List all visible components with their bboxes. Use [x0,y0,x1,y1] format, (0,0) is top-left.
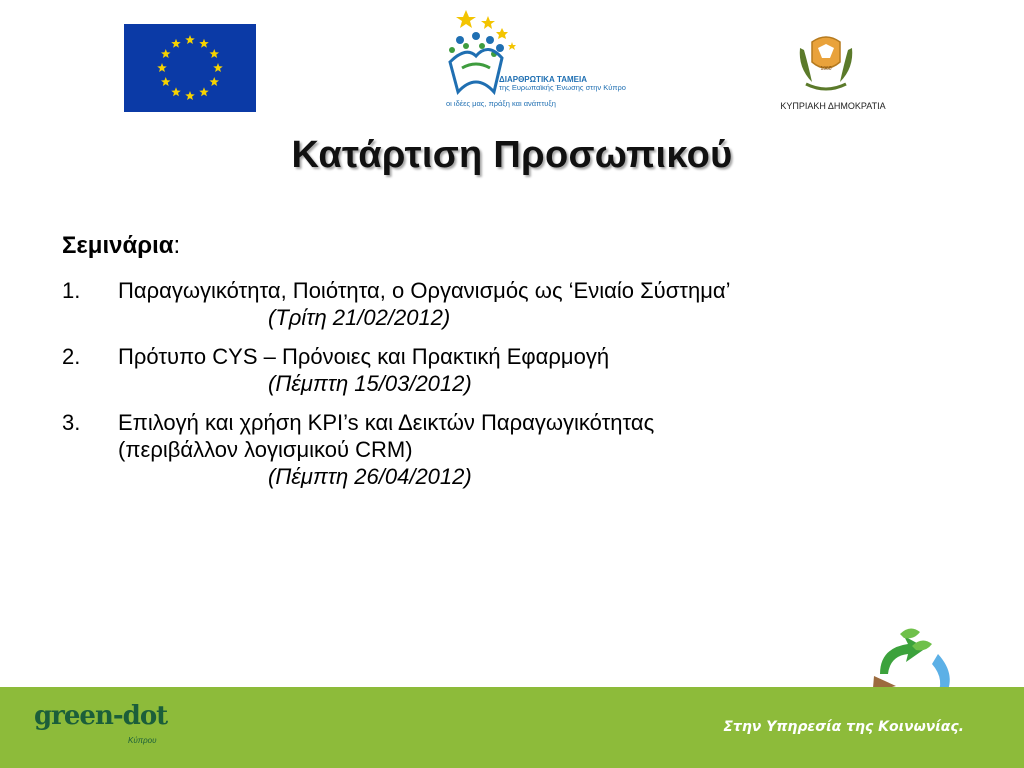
list-item-date: (Τρίτη 21/02/2012) [268,305,451,330]
list-item-text: Επιλογή και χρήση KPI’s και Δεικτών Παραγωγικότητας [118,410,655,435]
list-item-text: Παραγωγικότητα, Ποιότητα, ο Οργανισμός ως ‘Ενιαίο Σύστημα’ [118,278,731,303]
header-logos [0,0,1024,125]
green-dot-logo-left: green- [34,701,123,731]
structural-funds-tagline: οι ιδέες μας, πράξη και ανάπτυξη [446,99,556,108]
cyprus-emblem-year: 1960 [820,66,832,72]
list-item-number: 2. [62,344,81,369]
list-item-number: 1. [62,278,81,303]
footer-bar [0,687,1024,768]
eu-flag-icon [124,24,256,112]
slide-content [62,232,962,502]
footer-slogan: Στην Υπηρεσία της Κοινωνίας. [723,719,964,735]
list-item [62,343,962,397]
structural-funds-subtitle: της Ευρωπαϊκής Ένωσης στην Κύπρο [499,83,626,92]
structural-funds-caption [499,76,626,92]
structural-funds-title: ΔΙΑΡΘΡΩΤΙΚΑ ΤΑΜΕΙΑ [499,75,588,84]
list-item [62,277,962,331]
list-item-text-continued: (περιβάλλον λογισμικού CRM) [118,437,413,462]
list-item-text: Πρότυπο CYS – Πρόνοιες και Πρακτική Εφαρμογή [118,344,610,369]
slide-title: Κατάρτιση Προσωπικού [291,134,733,176]
list-item [62,409,962,490]
section-heading-colon: : [173,232,181,259]
section-heading-text: Σεμινάρια [62,232,174,259]
green-dot-logo [34,701,168,745]
green-dot-logo-right: dot [122,701,168,731]
list-item-date: (Πέμπτη 26/04/2012) [268,464,472,489]
list-item-number: 3. [62,410,81,435]
green-dot-logo-sub: Κύπρου [128,736,157,745]
list-item-date: (Πέμπτη 15/03/2012) [268,371,472,396]
section-heading [62,232,962,259]
cyprus-caption: ΚΥΠΡΙΑΚΗ ΔΗΜΟΚΡΑΤΙΑ [780,101,886,111]
cyprus-emblem-icon [794,28,858,98]
